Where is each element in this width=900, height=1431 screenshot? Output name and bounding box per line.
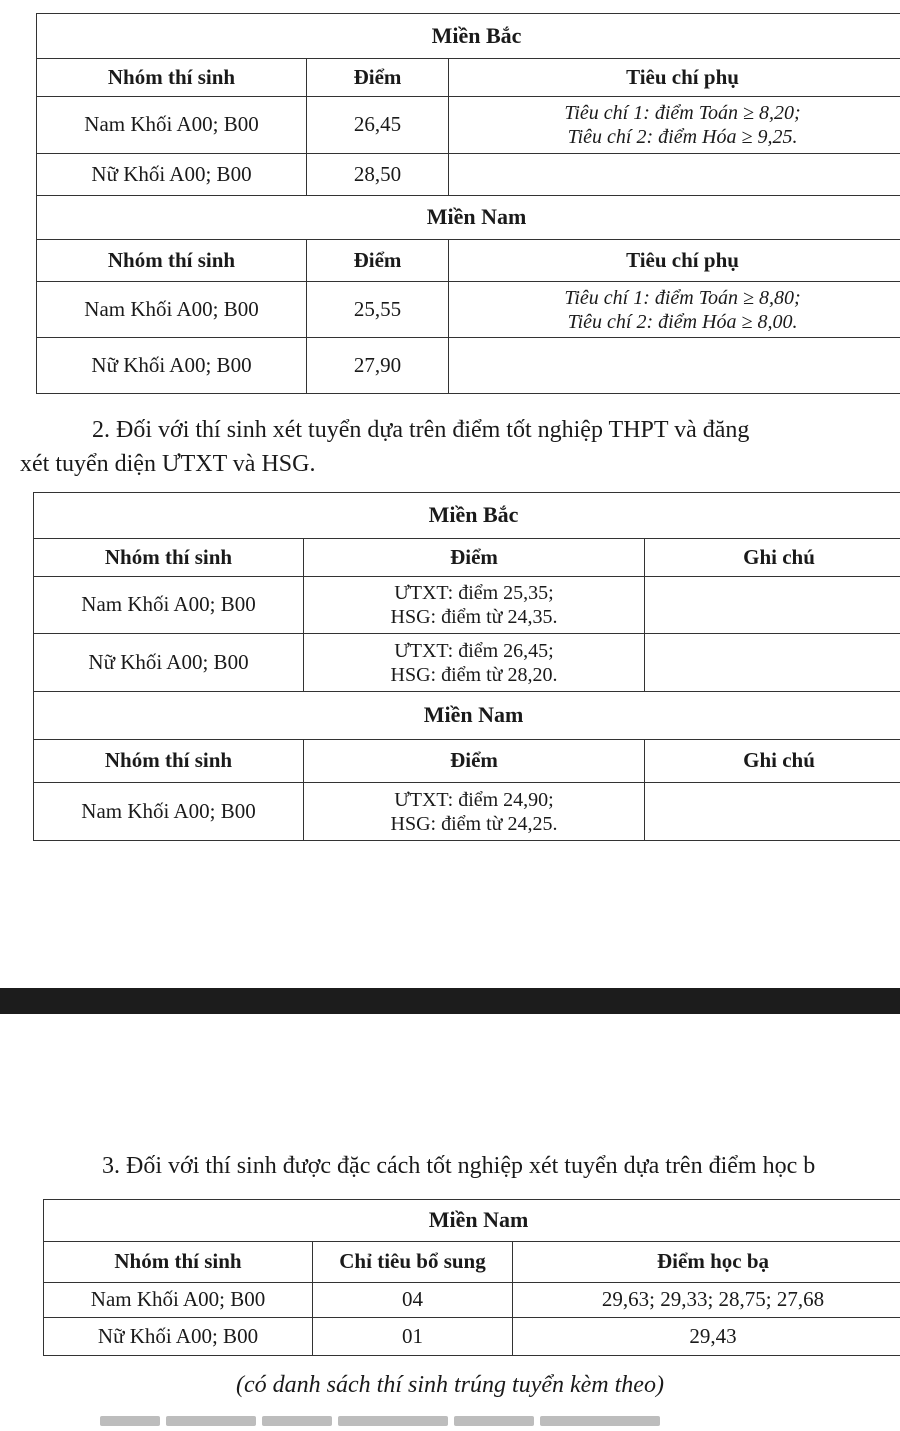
cutoff-top-text: [380, 0, 600, 4]
row-group: Nam Khối A00; B00: [34, 783, 304, 841]
header-quota: Chỉ tiêu bổ sung: [313, 1242, 513, 1283]
table-row: [34, 783, 900, 841]
row-quota: 04: [313, 1283, 513, 1318]
header-score: Điểm: [304, 740, 645, 783]
criteria-line-2: Tiêu chí 2: điểm Hóa ≥ 9,25.: [455, 125, 900, 149]
score-hsg: HSG: điểm từ 24,35.: [310, 605, 638, 629]
section3-paragraph: 3. Đối với thí sinh được đặc cách tốt nghiệp xét tuyển dựa trên điểm học b: [102, 1154, 815, 1178]
table-section3: [43, 1199, 900, 1356]
criteria-line-2: Tiêu chí 2: điểm Hóa ≥ 8,00.: [455, 310, 900, 334]
section2-paragraph-line2: xét tuyển diện ƯTXT và HSG.: [20, 452, 315, 476]
row-criteria: [449, 282, 900, 338]
region-mien-nam: Miền Nam: [37, 196, 900, 240]
row-criteria: [449, 338, 900, 394]
table-row: [44, 1318, 900, 1356]
cutoff-bottom-text: [100, 1413, 666, 1423]
table-section2: [33, 492, 900, 841]
score-utxt: ƯTXT: điểm 25,35;: [310, 581, 638, 605]
criteria-line-1: Tiêu chí 1: điểm Toán ≥ 8,20;: [455, 101, 900, 125]
row-group: Nam Khối A00; B00: [37, 97, 307, 154]
header-group: Nhóm thí sinh: [34, 740, 304, 783]
criteria-line-1: Tiêu chí 1: điểm Toán ≥ 8,80;: [455, 286, 900, 310]
row-score: 25,55: [307, 282, 449, 338]
row-score: [304, 783, 645, 841]
row-score: 27,90: [307, 338, 449, 394]
header-group: Nhóm thí sinh: [34, 539, 304, 577]
table-row: [37, 154, 900, 196]
row-group: Nữ Khối A00; B00: [34, 634, 304, 692]
table-row: [37, 338, 900, 394]
row-group: Nữ Khối A00; B00: [37, 154, 307, 196]
header-group: Nhóm thí sinh: [37, 240, 307, 282]
row-group: Nữ Khối A00; B00: [37, 338, 307, 394]
score-hsg: HSG: điểm từ 28,20.: [310, 663, 638, 687]
row-note: [645, 577, 900, 634]
table-row: [37, 282, 900, 338]
header-score: Điểm: [307, 59, 449, 97]
row-score: [304, 577, 645, 634]
header-criteria: Tiêu chí phụ: [449, 240, 900, 282]
row-scores: 29,63; 29,33; 28,75; 27,68: [513, 1283, 900, 1318]
score-utxt: ƯTXT: điểm 26,45;: [310, 639, 638, 663]
header-note: Ghi chú: [645, 539, 900, 577]
table-row: [34, 577, 900, 634]
header-score: Điểm: [307, 240, 449, 282]
table-row: [37, 97, 900, 154]
header-score: Điểm: [304, 539, 645, 577]
score-hsg: HSG: điểm từ 24,25.: [310, 812, 638, 836]
row-quota: 01: [313, 1318, 513, 1356]
page-break-band: [0, 988, 900, 1014]
footnote: (có danh sách thí sinh trúng tuyển kèm theo): [0, 1372, 900, 1399]
region-mien-nam: Miền Nam: [34, 692, 900, 740]
row-group: Nam Khối A00; B00: [44, 1283, 313, 1318]
region-mien-bac: Miền Bắc: [34, 493, 900, 539]
region-mien-bac: Miền Bắc: [37, 14, 900, 59]
table-row: [34, 634, 900, 692]
row-group: Nam Khối A00; B00: [34, 577, 304, 634]
row-score: 26,45: [307, 97, 449, 154]
section2-paragraph-line1: 2. Đối với thí sinh xét tuyển dựa trên điểm tốt nghiệp THPT và đăng: [92, 418, 749, 442]
header-group: Nhóm thí sinh: [44, 1242, 313, 1283]
row-score: 28,50: [307, 154, 449, 196]
row-criteria: [449, 97, 900, 154]
region-mien-nam: Miền Nam: [44, 1200, 900, 1242]
row-criteria: [449, 154, 900, 196]
header-transcript-scores: Điểm học bạ: [513, 1242, 900, 1283]
table-section1: [36, 13, 900, 394]
row-group: Nữ Khối A00; B00: [44, 1318, 313, 1356]
table-row: [44, 1283, 900, 1318]
row-group: Nam Khối A00; B00: [37, 282, 307, 338]
header-group: Nhóm thí sinh: [37, 59, 307, 97]
row-note: [645, 783, 900, 841]
header-criteria: Tiêu chí phụ: [449, 59, 900, 97]
row-score: [304, 634, 645, 692]
score-utxt: ƯTXT: điểm 24,90;: [310, 788, 638, 812]
row-note: [645, 634, 900, 692]
header-note: Ghi chú: [645, 740, 900, 783]
row-scores: 29,43: [513, 1318, 900, 1356]
